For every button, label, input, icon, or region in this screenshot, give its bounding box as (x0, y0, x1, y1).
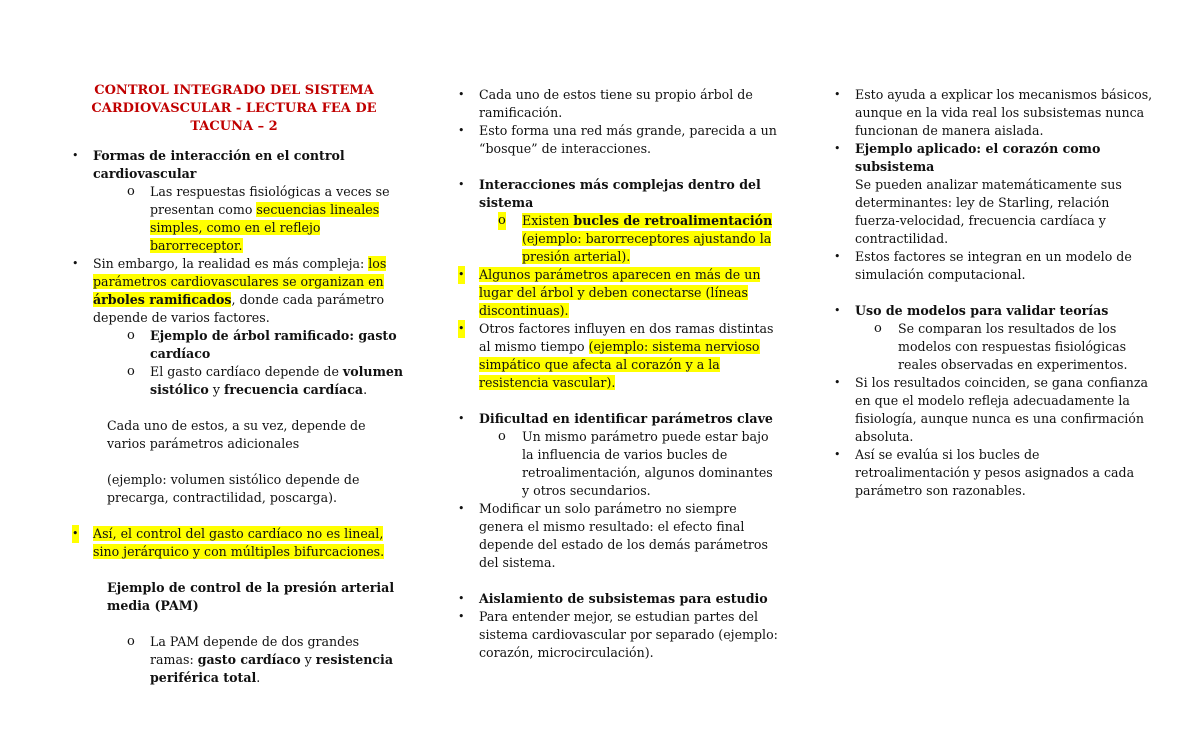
highlight-text: Así, el control del gasto cardíaco no es lineal, sino jerárquico y con múltiples bifurcaciones. (93, 526, 385, 559)
text: Sin embargo, la realidad es más compleja: (93, 256, 369, 271)
list-item-gasto (64, 363, 404, 399)
column-3 (826, 86, 1156, 500)
text: Se comparan los resultados de los modelos con respuestas fisiológicas reales observadas en experimentos. (898, 321, 1128, 372)
list-item-respuestas (64, 183, 404, 255)
list-item-para-entender (450, 608, 780, 662)
text: Así se evalúa si los bucles de retroalimentación y pesos asignados a cada parámetro son razonables. (855, 447, 1135, 498)
bold-text: frecuencia cardíaca (223, 382, 364, 397)
bullet-icon: • (834, 88, 841, 101)
sub-bullet-icon: o (498, 429, 506, 444)
list-item-mismo-param (450, 428, 780, 500)
text: Las respuestas fisiológicas a veces se presentan como (150, 184, 390, 217)
list-item-pam (64, 633, 404, 687)
text: La PAM depende de dos grandes ramas: (150, 634, 360, 667)
list-item-sin-embargo (64, 255, 404, 327)
list-item-coinciden (826, 374, 1156, 446)
heading-ejemplo-arbol: Ejemplo de árbol ramificado: gasto cardíaco (150, 328, 397, 361)
heading-pam (64, 579, 404, 615)
list-item-factores (826, 248, 1156, 284)
highlight-text: (ejemplo: sistema nervioso simpático que afecta al corazón y a la resistencia vascular). (479, 339, 760, 390)
list-item-interacciones (450, 176, 780, 212)
bullet-icon: • (458, 320, 465, 338)
text: Esto forma una red más grande, parecida a un “bosque” de interacciones. (479, 123, 777, 156)
bullet-icon: • (458, 266, 465, 284)
paragraph-cada-uno: Cada uno de estos, a su vez, depende de varios parámetros adicionales (107, 418, 366, 451)
document-title (64, 82, 404, 136)
list-item-comparan (826, 320, 1156, 374)
list-item-otros (450, 320, 780, 392)
text: Otros factores influyen en dos ramas distintas al mismo tiempo (479, 321, 774, 354)
sub-bullet-icon: o (127, 328, 135, 343)
bullet-icon: • (458, 88, 465, 101)
list-item-aislamiento (450, 590, 780, 608)
highlight-text: secuencias lineales simples, como en el reflejo barorreceptor. (150, 202, 380, 253)
sub-bullet-icon: o (874, 321, 882, 336)
list-item-cada-arbol (450, 86, 780, 122)
heading-uso: Uso de modelos para validar teorías (855, 303, 1109, 318)
text: Estos factores se integran en un modelo de simulación computacional. (855, 249, 1132, 282)
bold-text: volumen sistólico (150, 364, 404, 397)
text: Para entender mejor, se estudian partes del sistema cardiovascular por separado (ejemplo: corazón, microcirculación). (479, 609, 778, 660)
list-item-red (450, 122, 780, 158)
bold-text: Ejemplo de control de la presión arterial media (PAM) (107, 580, 395, 613)
bullet-icon: • (458, 502, 465, 515)
text: Modificar un solo parámetro no siempre genera el mismo resultado: el efecto final depende del estado de los demás parámetros del sistema. (479, 501, 768, 570)
heading-aislamiento: Aislamiento de subsistemas para estudio (479, 591, 768, 606)
bullet-icon: • (834, 376, 841, 389)
text: . (256, 670, 261, 685)
heading-ejemplo-aplicado: Ejemplo aplicado: el corazón como subsistema (855, 141, 1101, 174)
list-item-existen (450, 212, 780, 266)
highlight-bold-text: árboles ramificados (93, 292, 232, 307)
text: y (300, 652, 316, 667)
list-item-formas (64, 147, 404, 183)
sub-bullet-icon: o (127, 634, 135, 649)
list-item-algunos (450, 266, 780, 320)
bullet-icon: • (834, 142, 841, 155)
sub-bullet-icon: o (127, 364, 135, 379)
list-item-ejemplo-aplicado (826, 140, 1156, 248)
bold-text: gasto cardíaco (197, 652, 301, 667)
title-line-1: CONTROL INTEGRADO DEL SISTEMA (94, 83, 374, 98)
bullet-icon: • (458, 592, 465, 605)
bullet-icon: • (458, 412, 465, 425)
bullet-icon: • (834, 448, 841, 461)
sub-bullet-icon: o (498, 213, 506, 228)
list-item-dificultad (450, 410, 780, 428)
text: Cada uno de estos tiene su propio árbol de ramificación. (479, 87, 753, 120)
text: El gasto cardíaco depende de (150, 364, 343, 379)
bullet-icon: • (72, 257, 79, 270)
list-item-modificar (450, 500, 780, 572)
bullet-icon: • (458, 178, 465, 191)
bold-text: resistencia periférica total (150, 652, 393, 685)
highlight-text: (ejemplo: barorreceptores ajustando la presión arterial). (522, 231, 772, 264)
highlight-text: los parámetros cardiovasculares se organizan en (93, 256, 387, 289)
heading-dificultad: Dificultad en identificar parámetros clave (479, 411, 773, 426)
text: Esto ayuda a explicar los mecanismos básicos, aunque en la vida real los subsistemas nunca funcionan de manera aislada. (855, 87, 1153, 138)
sub-bullet-icon: o (127, 184, 135, 199)
list-item-ayuda (826, 86, 1156, 140)
text: y (208, 382, 224, 397)
text: , donde cada parámetro depende de varios factores. (93, 292, 385, 325)
bullet-icon: • (834, 304, 841, 317)
list-item-evalua (826, 446, 1156, 500)
column-2 (450, 86, 780, 662)
heading-interacciones: Interacciones más complejas dentro del sistema (479, 177, 761, 210)
bullet-icon: • (458, 124, 465, 137)
list-item-ejemplo-arbol (64, 327, 404, 363)
heading-formas: Formas de interacción en el control cardiovascular (93, 148, 345, 181)
highlight-bold-text: bucles de retroalimentación (573, 213, 773, 228)
text: Un mismo parámetro puede estar bajo la influencia de varios bucles de retroalimentación, algunos dominantes y otros secundarios. (522, 429, 773, 498)
bullet-icon: • (834, 250, 841, 263)
column-1 (64, 82, 404, 687)
list-item-uso (826, 302, 1156, 320)
text: . (363, 382, 368, 397)
bullet-icon: • (72, 149, 79, 162)
text: Si los resultados coinciden, se gana confianza en que el modelo refleja adecuadamente la fisiología, aunque nunca es una confirmación absoluta. (855, 375, 1148, 444)
highlight-text: Existen (522, 213, 574, 228)
title-line-2: CARDIOVASCULAR - LECTURA FEA DE TACUNA – 2 (91, 101, 377, 134)
bullet-icon: • (72, 525, 79, 543)
paragraph-ejemplo-vol: (ejemplo: volumen sistólico depende de precarga, contractilidad, poscarga). (107, 472, 360, 505)
bullet-icon: • (458, 610, 465, 623)
list-item-asi (64, 525, 404, 561)
highlight-text: Algunos parámetros aparecen en más de un lugar del árbol y deben conectarse (líneas discontinuas). (479, 267, 761, 318)
paragraph-ejemplo-aplicado: Se pueden analizar matemáticamente sus determinantes: ley de Starling, relación fuerza-velocidad, frecuencia cardíaca y contractilidad. (855, 177, 1122, 246)
